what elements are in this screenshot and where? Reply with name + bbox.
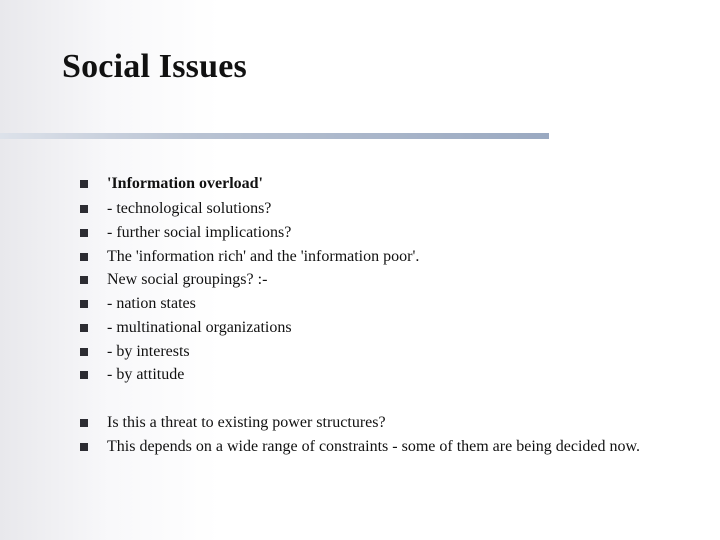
square-bullet-icon — [80, 253, 88, 261]
bullet-text: The 'information rich' and the 'information poor'. — [107, 248, 420, 265]
square-bullet-icon — [80, 205, 88, 213]
bullet-text: Is this a threat to existing power structures? — [107, 414, 386, 431]
bullet-text: - multinational organizations — [107, 319, 292, 336]
bullet-text: - nation states — [107, 295, 196, 312]
list-item — [0, 197, 720, 221]
square-bullet-icon — [80, 229, 88, 237]
bullet-text: - by attitude — [107, 366, 185, 383]
square-bullet-icon — [80, 180, 88, 188]
list-item — [0, 363, 720, 387]
bullet-text: - further social implications? — [107, 224, 292, 241]
list-item — [0, 245, 720, 269]
slide-title: Social Issues — [62, 48, 247, 85]
list-item — [0, 172, 720, 196]
list-item — [0, 435, 720, 459]
list-item — [0, 316, 720, 340]
square-bullet-icon — [80, 324, 88, 332]
list-item — [0, 411, 720, 435]
square-bullet-icon — [80, 371, 88, 379]
title-underline — [0, 133, 549, 139]
square-bullet-icon — [80, 419, 88, 427]
list-item — [0, 268, 720, 292]
bullet-text: New social groupings? :- — [107, 271, 268, 288]
list-item — [0, 340, 720, 364]
square-bullet-icon — [80, 276, 88, 284]
bullet-text: 'Information overload' — [107, 175, 263, 192]
square-bullet-icon — [80, 348, 88, 356]
square-bullet-icon — [80, 300, 88, 308]
bullet-text: - by interests — [107, 343, 190, 360]
square-bullet-icon — [80, 443, 88, 451]
bullet-text: This depends on a wide range of constraints - some of them are being decided now. — [107, 438, 641, 455]
bullet-text: - technological solutions? — [107, 200, 272, 217]
list-item — [0, 221, 720, 245]
list-item — [0, 292, 720, 316]
